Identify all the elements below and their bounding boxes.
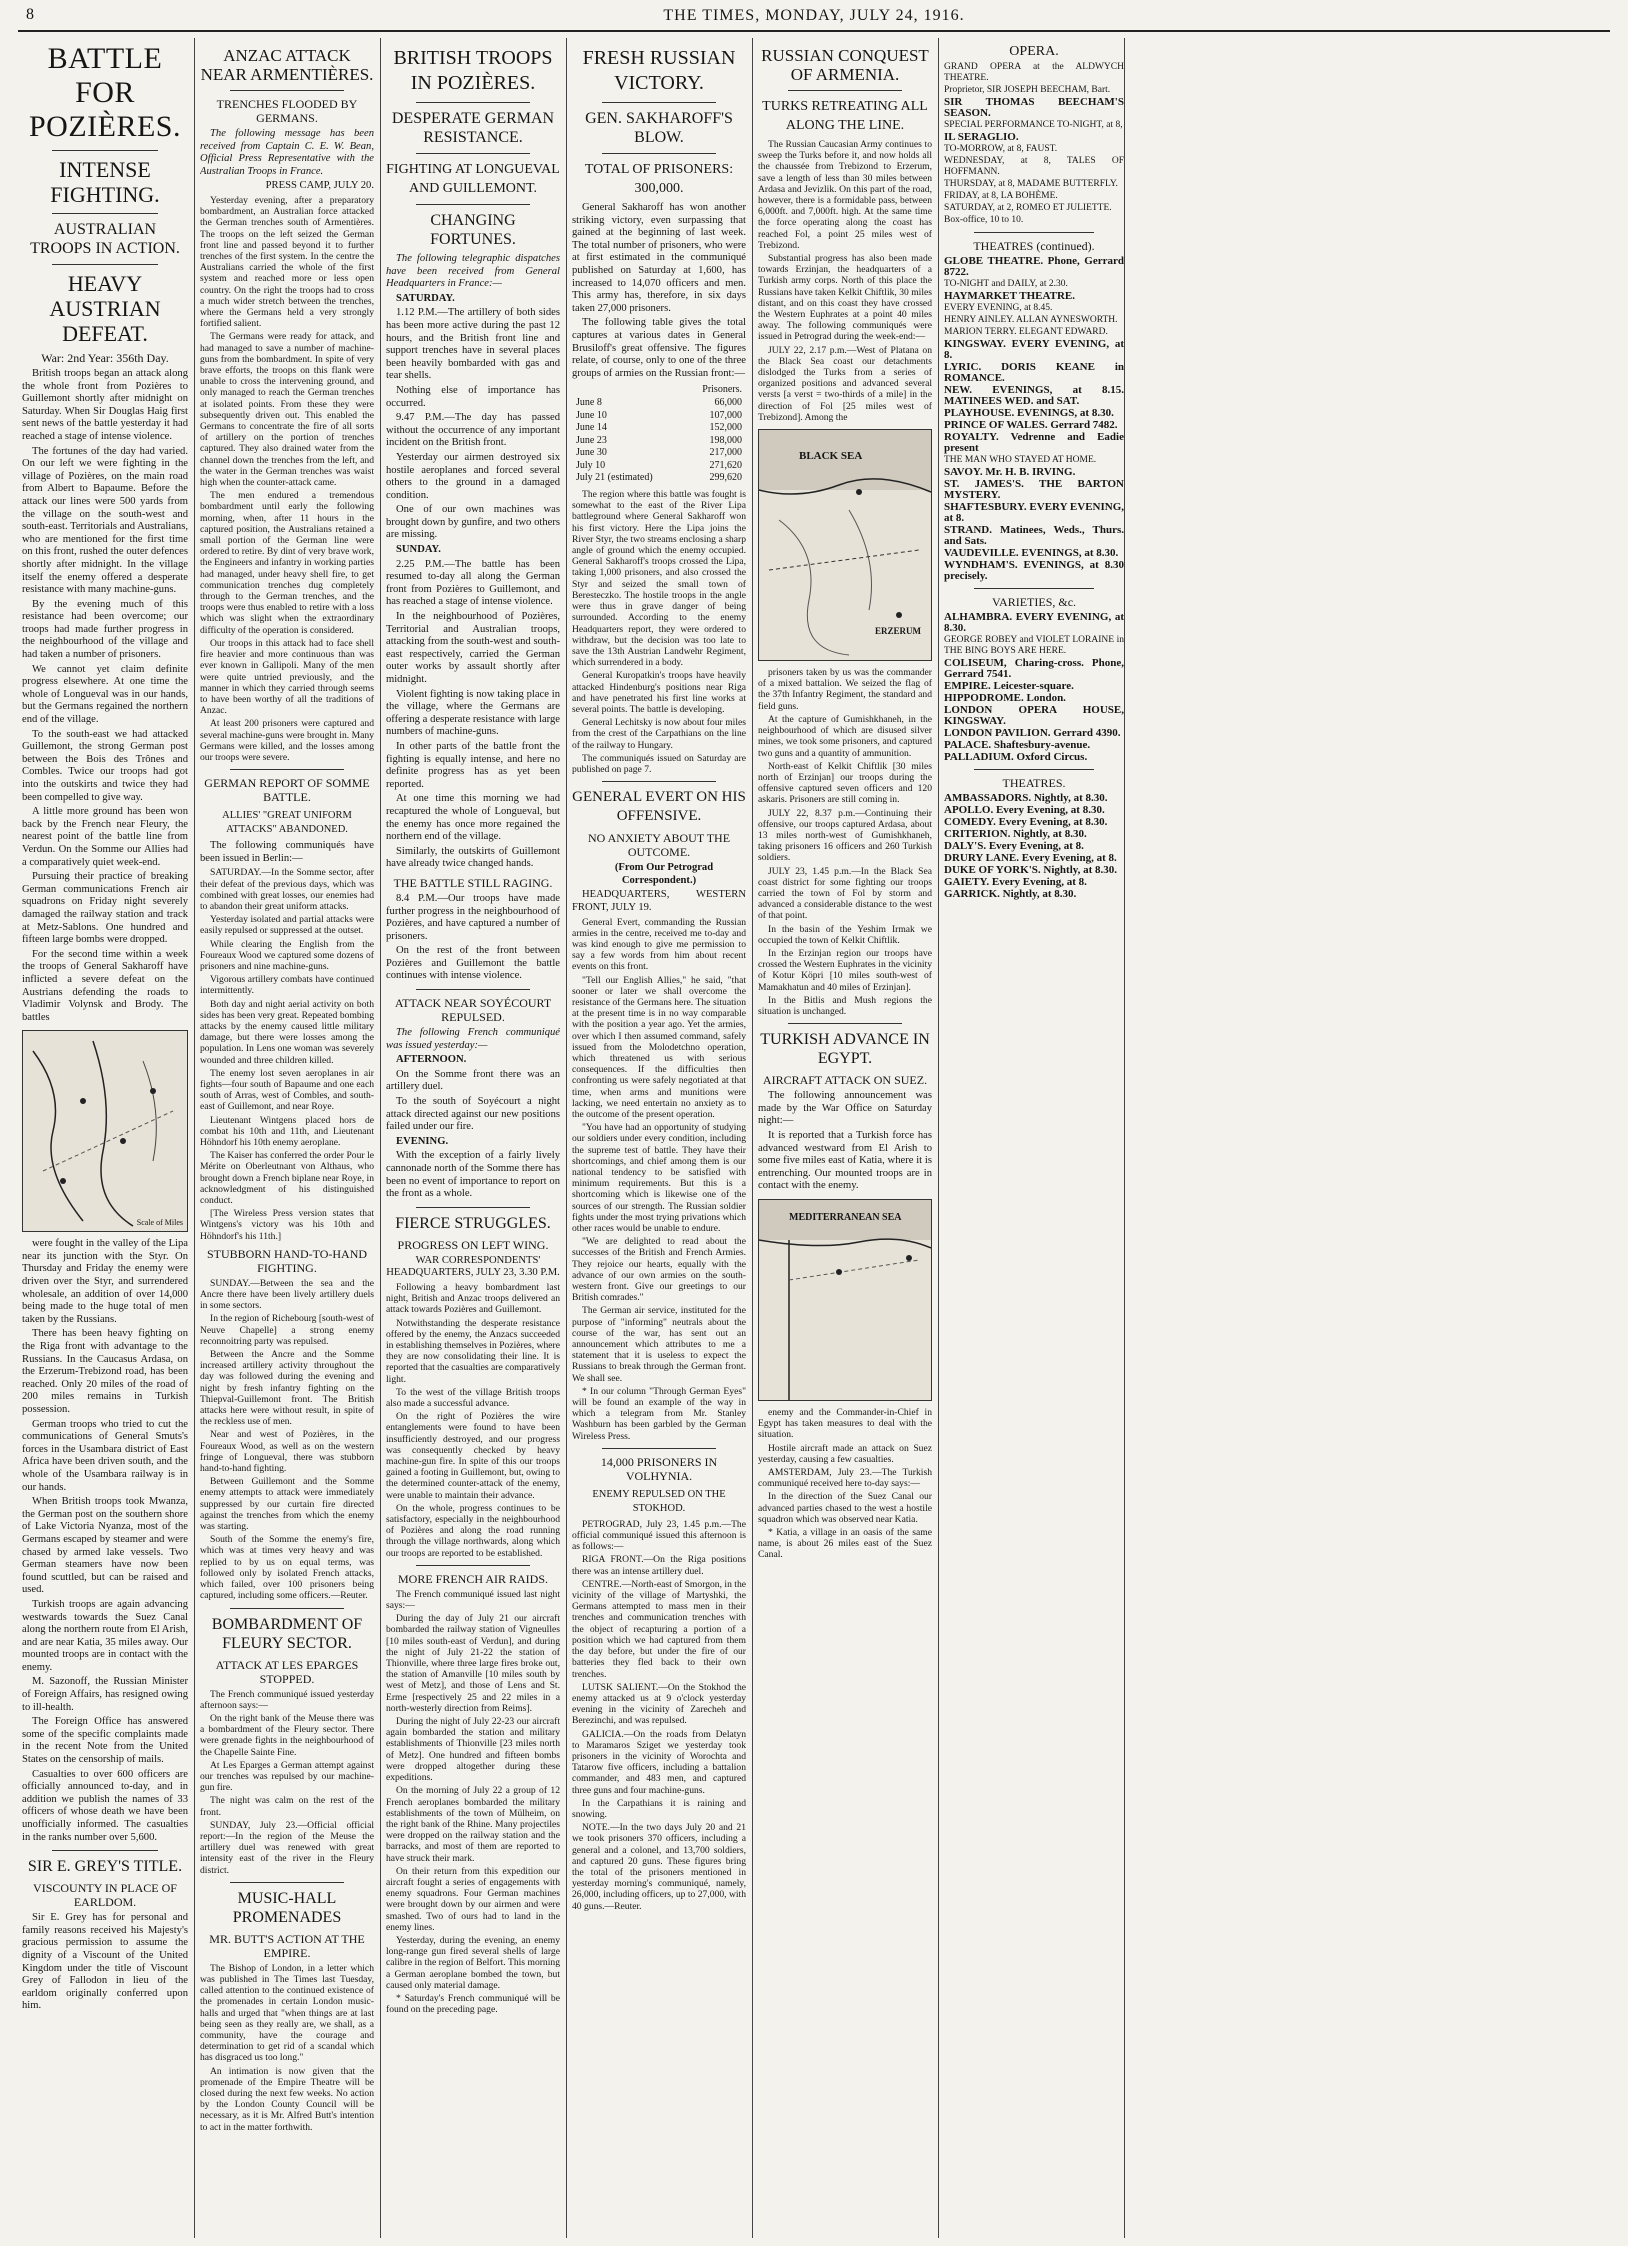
day-label: SATURDAY. bbox=[396, 292, 455, 304]
paragraph: PETROGRAD, July 23, 1.45 p.m.—The official communiqué issued this afternoon is as follows:— bbox=[572, 1518, 746, 1553]
table-row: June 30 217,000 bbox=[576, 447, 742, 459]
divider bbox=[602, 1448, 716, 1449]
paragraph: JULY 22, 2.17 p.m.—West of Platana on the Black Sea coast our detachments dislodged the Turks from a series of organized positions and advanced several versts [a verst = two-thirds of a mile] in the direction of Fol [25 miles west of Trebizond]. Among the bbox=[758, 344, 932, 423]
map-drawing bbox=[759, 1200, 931, 1400]
listing: CRITERION. Nightly, at 8.30. bbox=[944, 828, 1087, 840]
paragraph: Vigorous artillery combats have continued intermittently. bbox=[200, 974, 374, 997]
paragraph: General Kuropatkin's troops have heavily attacked Hindenburg's positions near Riga and have penetrated his first line works at several points. The battle is developing. bbox=[572, 670, 746, 715]
listing: GRAND OPERA at the ALDWYCH THEATRE. bbox=[944, 62, 1124, 83]
paragraph: By the evening much of this resistance had been overcome; our troops had made further progress in the neighbourhood of the village and had taken a number of prisoners. bbox=[22, 598, 188, 661]
paragraph: On the morning of July 22 a group of 12 French aeroplanes bombarded the military establishments of the town of Mülheim, on the right bank of the Rhine. Many projectiles were dropped on the railway station and the barracks, and most of them are reported to have struck their mark. bbox=[386, 1785, 560, 1864]
table-row: July 10 271,620 bbox=[576, 459, 742, 471]
paragraph: enemy and the Commander-in-Chief in Egypt has taken measures to deal with the situation. bbox=[758, 1406, 932, 1441]
divider bbox=[416, 153, 530, 154]
paragraph: The following French communiqué was issued yesterday:— bbox=[386, 1027, 560, 1051]
map-drawing bbox=[23, 1031, 187, 1231]
divider bbox=[416, 989, 530, 990]
listing: LONDON OPERA HOUSE, KINGSWAY. bbox=[944, 704, 1124, 727]
paragraph: On the Somme front there was an artillery duel. bbox=[386, 1068, 560, 1093]
paragraph: Substantial progress has also been made towards Erzinjan, the headquarters of a Turkish army corps. North of this place the Russians have taken Kelkit Chiftlik, 30 miles distant, and on this coast they have crossed the Western Euphrates at a point 40 miles away. The following communiqués were issued in Petrograd during the week-end:— bbox=[758, 253, 932, 343]
paragraph: The following table gives the total captures at various dates in General Brusiloff's great offensive. The figures relate, of course, only to one of the three groups of armies on the Russian front:— bbox=[572, 317, 746, 379]
subheadline: ENEMY REPULSED ON THE STOKHOD. bbox=[592, 1488, 726, 1514]
listing: HENRY AINLEY. ALLAN AYNESWORTH. bbox=[944, 315, 1118, 325]
paragraph: In the Bitlis and Mush regions the situation is unchanged. bbox=[758, 994, 932, 1017]
divider bbox=[230, 90, 344, 91]
divider bbox=[52, 213, 158, 214]
divider bbox=[974, 769, 1094, 770]
table-header: Prisoners. bbox=[702, 384, 742, 396]
paragraph: "Tell our English Allies," he said, "that sooner or later we shall overcome the resistance of the Germans here. The situation at the present time is in no way comparable with the position a year ago. Yet the armies, over which I then assumed command, safely issued from the Molodetchno operation, which threatened us with serious consequences. If the difficulties then confronting us were safely negotiated at that time, when arms and munitions were lacking, we need entertain no anxiety as to the outcome of the present operation. bbox=[572, 974, 746, 1120]
headline: TURKISH ADVANCE IN EGYPT. bbox=[760, 1031, 930, 1068]
paragraph: A little more ground has been won back by the French near Fleury, the nearest point of the battle line from Verdun. On the Somme our Allies had a comparatively quiet week-end. bbox=[22, 806, 188, 868]
paragraph: In the region of Richebourg [south-west of Neuve Chapelle] a strong enemy reconnoitring party was repulsed. bbox=[200, 1313, 374, 1347]
listing: LONDON PAVILION. Gerrard 4390. bbox=[944, 727, 1121, 739]
subheadline: ATTACK AT LES EPARGES STOPPED. bbox=[215, 1657, 359, 1686]
day-label: SUNDAY. bbox=[396, 544, 441, 556]
divider bbox=[230, 1608, 344, 1609]
paragraph: AMSTERDAM, July 23.—The Turkish communiqué received here to-day says:— bbox=[758, 1466, 932, 1490]
table-row: June 23 198,000 bbox=[576, 434, 742, 446]
paragraph: An intimation is now given that the promenade of the Empire Theatre will be closed during the next few weeks. No action by the London County Council will be necessary, as it is Mr. Alfred Butt's intention to act in the matter forthwith. bbox=[200, 2065, 374, 2133]
column-5 bbox=[758, 40, 932, 2240]
headline: MUSIC-HALL PROMENADES bbox=[232, 1889, 342, 1926]
divider bbox=[52, 150, 158, 151]
prisoners-table bbox=[572, 384, 746, 485]
paragraph: The French communiqué issued last night says:— bbox=[386, 1588, 560, 1612]
listing: APOLLO. Every Evening, at 8.30. bbox=[944, 804, 1105, 816]
paragraph: The communiqués issued on Saturday are published on page 7. bbox=[572, 752, 746, 775]
paragraph: We cannot yet claim definite progress elsewhere. At one time the whole of Longueval was in our hands, but the Germans regained the northern end of the village. bbox=[22, 663, 188, 726]
map-armenia bbox=[758, 429, 932, 661]
paragraph: RIGA FRONT.—On the Riga positions there was an intense artillery duel. bbox=[572, 1554, 746, 1577]
paragraph: Both day and night aerial activity on both sides has been very great. Repeated bombing attacks by the enemy caused little military damage, but there were losses among the population. In Lens one woman was severely wounded and three children killed. bbox=[200, 998, 374, 1066]
paragraph: For the second time within a week the troops of General Sakharoff have inflicted a severe defeat on the Austrians defending the roads to Vladimir Volynsk and Brody. The battles bbox=[22, 948, 188, 1023]
paragraph: Yesterday our airmen destroyed six hostile aeroplanes and forced several others to the ground in a damaged condition. bbox=[386, 451, 560, 501]
subheadline: VISCOUNTY IN PLACE OF EARLDOM. bbox=[33, 1881, 177, 1910]
paragraph: At the capture of Gumishkhaneh, in the neighbourhood of which are disused silver mines, we took some prisoners, and captured two guns and a quantity of ammunition. bbox=[758, 713, 932, 759]
paragraph: * Saturday's French communiqué will be found on the preceding page. bbox=[386, 1992, 560, 2016]
section-label: AFTERNOON. bbox=[396, 1054, 467, 1066]
paragraph: With the exception of a fairly lively cannonade north of the Somme there has been no event of importance to report on the front as a whole. bbox=[386, 1150, 560, 1200]
paragraph: Nothing else of importance has occurred. bbox=[386, 384, 560, 409]
paragraph: 9.47 P.M.—The day has passed without the occurrence of any important incident on the British front. bbox=[386, 412, 560, 449]
divider bbox=[230, 1882, 344, 1883]
dateline: PRESS CAMP, JULY 20. bbox=[265, 180, 374, 192]
listing: TO-NIGHT and DAILY, at 2.30. bbox=[944, 279, 1068, 289]
listing: IL SERAGLIO. bbox=[944, 131, 1019, 143]
paragraph: At Les Eparges a German attempt against our trenches was repulsed by our machine-gun fire. bbox=[200, 1759, 374, 1794]
paragraph: In the direction of the Suez Canal our advanced parties chased to the west a hostile squadron which was observed near Katia. bbox=[758, 1491, 932, 1525]
paragraph: "You have had an opportunity of studying our soldiers under every condition, including the supreme test of battle. They have their shortcomings, and chief among them is our national tendency to be satisfied with minimum requirements. But this is a shortcoming which is likewise one of the sources of our strength. The Russian soldier fights under the most trying privations which other races would be unable to endure. bbox=[572, 1122, 746, 1234]
divider bbox=[974, 232, 1094, 233]
paragraph: SUNDAY.—Between the sea and the Ancre there have been lively artillery duels in some sectors. bbox=[200, 1277, 374, 1312]
listing: COLISEUM, Charing-cross. Phone, Gerrard 7541. bbox=[944, 657, 1124, 680]
headline: GERMAN REPORT OF SOMME BATTLE. bbox=[204, 776, 370, 805]
paragraph: The Bishop of London, in a letter which was published in The Times last Tuesday, called attention to the continued existence of the promenades in certain London music-halls and urged that "when things are at last being seen as they really are, we shall, as a community, have the courage and determination to get rid of a scandal which has disgraced us too long." bbox=[200, 1962, 374, 2064]
paragraph: German troops who tried to cut the communications of General Smuts's forces in the Usambara district of East Africa have been driven south, and the whole of the Usambara railway is in our hands. bbox=[22, 1418, 188, 1493]
listing: NEW. EVENINGS, at 8.15. MATINEES WED. and SAT. bbox=[944, 384, 1124, 407]
listing: DRURY LANE. Every Evening, at 8. bbox=[944, 852, 1117, 864]
paragraph: The French communiqué issued yesterday afternoon says:— bbox=[200, 1688, 374, 1711]
paragraph: British troops began an attack along the whole front from Pozières to Guillemont shortly after midnight on Saturday. When Sir Douglas Haig first sent news of the battle yesterday it had reached a stage of intense violence. bbox=[22, 368, 188, 442]
paragraph: In the Erzinjan region our troops have crossed the Western Euphrates in the vicinity of Kotur Köpri [10 miles south-west of Mamakhatun and 40 miles of Erzinjan]. bbox=[758, 947, 932, 993]
divider bbox=[602, 102, 716, 103]
listing: PRINCE OF WALES. Gerrard 7482. bbox=[944, 419, 1118, 431]
map-caption: Scale of Miles bbox=[136, 1217, 183, 1227]
listing: PALACE. Shaftesbury-avenue. bbox=[944, 739, 1091, 751]
paragraph: To the south of Soyécourt a night attack directed against our new positions failed under our fire. bbox=[386, 1096, 560, 1133]
intro: The following message has been received from Captain C. E. W. Bean, Official Press Representative with the Australian Troops in France. bbox=[200, 128, 374, 177]
paragraph: The following announcement was made by the War Office on Saturday night:— bbox=[758, 1090, 932, 1127]
headline: ANZAC ATTACK NEAR ARMENTIÈRES. bbox=[200, 46, 374, 84]
paragraph: LUTSK SALIENT.—On the Stokhod the enemy attacked us at 9 o'clock yesterday evening in the vicinity of Zarecheh and Berezinchi, and was repulsed. bbox=[572, 1681, 746, 1727]
headline: TURKS RETREATING ALL ALONG THE LINE. bbox=[762, 99, 928, 133]
subheadline: TRENCHES FLOODED BY GERMANS. bbox=[216, 97, 358, 125]
table-row: July 21 (estimated) 299,620 bbox=[576, 472, 742, 484]
column-6-entertainments bbox=[944, 40, 1124, 2240]
listing: Box-office, 10 to 10. bbox=[944, 215, 1024, 225]
dateline: WAR CORRESPONDENTS' HEADQUARTERS, JULY 23, 3.30 P.M. bbox=[386, 1254, 560, 1279]
paragraph: The Russian Caucasian Army continues to sweep the Turks before it, and now holds all the chaussée from Trebizond to Erzerum, save a length of less than 30 miles between Ardasa and Jevizlik. On this part of the road, however, there is a formidable pass, between 6,000ft. and 7,000ft. high. At the same time the force operating along the coast has reached Fol, a point 25 miles west of Trebizond. bbox=[758, 139, 932, 251]
headline: SIR E. GREY'S TITLE. bbox=[27, 1858, 183, 1876]
paragraph: The fortunes of the day had varied. On our left we were fighting in the village of Pozières, on the main road from Albert to Bapaume. Before the attack our lines were 500 yards from the village on the south-west and south-east. Territorials and Australians, who are mentioned for the first time on this front, rushed the outer defences shortly after midnight. In the village itself the enemy offered a desperate resistance with many machine-guns. bbox=[22, 445, 188, 596]
paragraph: Sir E. Grey has for personal and family reasons received his Majesty's gracious permission to assume the dignity of a Viscount of the United Kingdom under the title of Viscount Grey of Fallodon in lieu of the earldom originally conferred upon him. bbox=[22, 1912, 188, 2012]
headline: 14,000 PRISONERS IN VOLHYNIA. bbox=[600, 1454, 718, 1483]
listing: EMPIRE. Leicester-square. bbox=[944, 680, 1074, 692]
map-label: MEDITERRANEAN SEA bbox=[789, 1211, 902, 1223]
paragraph: prisoners taken by us was the commander of a mixed battalion. We seized the flag of the 37th Infantry Regiment, the standard and field guns. bbox=[758, 667, 932, 712]
paragraph: While clearing the English from the Foureaux Wood we captured some dozens of prisoners and nine machine-guns. bbox=[200, 938, 374, 972]
paragraph: In the neighbourhood of Pozières, Territorial and Australian troops, attacking from the south-west and south-east respectively, carried the German outer works by assault shortly after midnight. bbox=[386, 611, 560, 685]
paragraph: The men endured a tremendous bombardment until early the following morning, when, after 11 hours in the captured position, the Australians retained a small portion of the German line were ordered to retire. By dint of very brave work, the Engineers and infantry in working parties had managed, under heavy shell fire, to get communication trenches dug completely through to the German trenches, and the troops were thus enabled to retire with a loss which was slight when the extraordinary difficulty of the operation is considered. bbox=[200, 490, 374, 636]
intro: The following telegraphic dispatches have been received from General Headquarters in France:— bbox=[386, 253, 560, 290]
listing: MARION TERRY. ELEGANT EDWARD. bbox=[944, 327, 1108, 337]
column-rule bbox=[194, 38, 195, 2238]
paragraph: Violent fighting is now taking place in the village, where the Germans are offering a desperate resistance with large numbers of machine-guns. bbox=[386, 688, 560, 738]
subheadline: MR. BUTT'S ACTION AT THE EMPIRE. bbox=[209, 1931, 365, 1960]
column-rule bbox=[938, 38, 939, 2238]
section-label: EVENING. bbox=[396, 1135, 449, 1147]
listing: PLAYHOUSE. EVENINGS, at 8.30. bbox=[944, 407, 1114, 419]
divider bbox=[602, 781, 716, 782]
paragraph: SUNDAY, July 23.—Official official report:—In the region of the Meuse the artillery duel was renewed with great intensity east of the river in the Fleury district. bbox=[200, 1819, 374, 1876]
listing: ST. JAMES'S. THE BARTON MYSTERY. bbox=[944, 478, 1124, 501]
listing: GAIETY. Every Evening, at 8. bbox=[944, 876, 1087, 888]
section-heading: VARIETIES, &c. bbox=[991, 595, 1077, 609]
divider bbox=[416, 204, 530, 205]
listing: SHAFTESBURY. EVERY EVENING, at 8. bbox=[944, 501, 1124, 524]
paragraph: The enemy lost seven aeroplanes in air fights—four south of Bapaume and one each south of Arras, west of Combles, and south-east of Guillemont, and near Roye. bbox=[200, 1067, 374, 1113]
listing: DUKE OF YORK'S. Nightly, at 8.30. bbox=[944, 864, 1118, 876]
paragraph: Lieutenant Wintgens placed hors de combat his 10th and 11th, and Lieutenant Höhndorf his 10th enemy aeroplane. bbox=[200, 1114, 374, 1148]
paragraph: Notwithstanding the desperate resistance offered by the enemy, the Anzacs succeeded in establishing themselves in Pozières, where they are now consolidating their line. It is reported that the casualties are comparatively light. bbox=[386, 1317, 560, 1385]
column-1 bbox=[22, 40, 188, 2240]
column-rule bbox=[1124, 38, 1125, 2238]
column-3 bbox=[386, 40, 560, 2240]
paragraph: At one time this morning we had recaptured the whole of Longueval, but the enemy has once more regained the northern end of the village. bbox=[386, 793, 560, 843]
paragraph: Similarly, the outskirts of Guillemont have already twice changed hands. bbox=[386, 845, 560, 870]
listing: EVERY EVENING, at 8.45. bbox=[944, 303, 1053, 313]
headline: TOTAL OF PRISONERS: 300,000. bbox=[584, 162, 734, 196]
dateline: HEADQUARTERS, WESTERN FRONT, JULY 19. bbox=[572, 889, 746, 913]
paragraph: Yesterday, during the evening, an enemy long-range gun fired several shells of large calibre in the region of Belfort. This morning a German aeroplane bombed the town, but caused only material damage. bbox=[386, 1934, 560, 1991]
masthead bbox=[18, 4, 1610, 32]
headline: FIERCE STRUGGLES. bbox=[395, 1214, 551, 1232]
paragraph: On the whole, progress continues to be satisfactory, especially in the neighbourhood of Pozières and along the road running through the village northwards, along which our troops are reported to be established. bbox=[386, 1502, 560, 1559]
paragraph: Following a heavy bombardment last night, British and Anzac troops delivered an attack towards Pozières and Guillemont. bbox=[386, 1281, 560, 1316]
paragraph: 2.25 P.M.—The battle has been resumed to-day all along the German front from Pozières to Guillemont, and has reached a stage of intense violence. bbox=[386, 558, 560, 608]
column-rule bbox=[566, 38, 567, 2238]
paragraph: M. Sazonoff, the Russian Minister of Foreign Affairs, has resigned owing to ill-health. bbox=[22, 1676, 188, 1713]
listing: DALY'S. Every Evening, at 8. bbox=[944, 840, 1084, 852]
paragraph: Our troops in this attack had to face shell fire heavier and more continuous than was ever known in Gallipoli. Many of the men were quite untried previously, and the manner in which they carried through seems to have been worthy of all the traditions of Anzac. bbox=[200, 637, 374, 717]
listing: KINGSWAY. EVERY EVENING, at 8. bbox=[944, 338, 1124, 361]
paragraph: SATURDAY.—In the Somme sector, after their defeat of the previous days, which was combined with great losses, our enemies had to abandon their great uniform attacks. bbox=[200, 867, 374, 912]
listing: WEDNESDAY, at 8, TALES OF HOFFMANN. bbox=[944, 156, 1124, 177]
listing: ALHAMBRA. EVERY EVENING, at 8.30. bbox=[944, 611, 1124, 634]
paragraph: CENTRE.—North-east of Smorgon, in the vicinity of the village of Martyshki, the Germans attempted to mass men in their trenches and communication trenches with the object of recapturing a portion of a position which we had captured from them the day before, but under the fire of our batteries they fled back to their own trenches. bbox=[572, 1578, 746, 1680]
paragraph: The German air service, instituted for the purpose of "informing" neutrals about the course of the war, has sent out an announcement which attributes to me a statement that it is useless to expect the Russians to break through the German front. We shall see. bbox=[572, 1305, 746, 1384]
map-sinai bbox=[758, 1199, 932, 1401]
paragraph: Between Guillemont and the Somme enemy attempts to attack were immediately suppressed by our curtain fire directed against the trenches from which the enemy was starting. bbox=[200, 1476, 374, 1533]
listing: THE MAN WHO STAYED AT HOME. bbox=[944, 455, 1097, 465]
paragraph: JULY 22, 8.37 p.m.—Continuing their offensive, our troops captured Ardasa, about 13 miles north-west of Gumishkhaneh, taking prisoners 16 officers and 260 Turkish soldiers. bbox=[758, 807, 932, 864]
paragraph: The following communiqués have been issued in Berlin:— bbox=[200, 840, 374, 864]
paragraph: Between the Ancre and the Somme increased artillery activity throughout the day was followed during the evening and night by fresh infantry fighting on the Thiepval-Guillemont front. The British attacks here were without result, in spite of the reckless use of men. bbox=[200, 1349, 374, 1428]
column-4 bbox=[572, 40, 746, 2240]
divider bbox=[416, 1207, 530, 1208]
subheadline: AIRCRAFT ATTACK ON SUEZ. bbox=[762, 1073, 928, 1088]
paragraph: Hostile aircraft made an attack on Suez yesterday, causing a few casualties. bbox=[758, 1442, 932, 1465]
headline: GEN. SAKHAROFF'S BLOW. bbox=[585, 110, 733, 146]
headline: RUSSIAN CONQUEST OF ARMENIA. bbox=[761, 46, 929, 84]
paragraph: The Kaiser has conferred the order Pour le Mérite on Oberleutnant von Althaus, who brought down a French biplane near Roye, in acknowledgment of his distinguished conduct. bbox=[200, 1150, 374, 1206]
listing: WYNDHAM'S. EVENINGS, at 8.30 precisely. bbox=[944, 559, 1124, 582]
paragraph: Casualties to over 600 officers are officially announced to-day, and in addition we publish the names of 33 officers of whose death we have been unofficially informed. The casualties in the ranks number over 5,600. bbox=[22, 1768, 188, 1843]
listing: SATURDAY, at 2, ROMEO ET JULIETTE. bbox=[944, 203, 1112, 213]
headline: BATTLE FOR POZIÈRES. bbox=[28, 42, 181, 143]
paragraph: One of our own machines was brought down by gunfire, and two others are missing. bbox=[386, 504, 560, 541]
divider bbox=[52, 1850, 158, 1851]
paragraph: 8.4 P.M.—Our troops have made further progress in the neighbourhood of Pozières, and have captured a number of prisoners. bbox=[386, 892, 560, 942]
listing: GEORGE ROBEY and VIOLET LORAINE in THE BING BOYS ARE HERE. bbox=[944, 635, 1124, 656]
divider bbox=[788, 1023, 902, 1024]
paragraph: During the day of July 21 our aircraft bombarded the railway station of Vigneulles [10 miles south-east of Verdun], and during the night of July 21-22 the station of Thionville, where three large fires broke out, the station of Amanville [10 miles south by west of Metz], and those of Lens and St. Erme [respectively 25 and 22 miles in a north-westerly direction from Reims]. bbox=[386, 1613, 560, 1714]
listing: PALLADIUM. Oxford Circus. bbox=[944, 751, 1088, 763]
headline: FIGHTING AT LONGUEVAL AND GUILLEMONT. bbox=[386, 162, 560, 196]
paragraph: South of the Somme the enemy's fire, which was at times very heavy and was replied to by us on equal terms, was followed only by isolated French attacks, which failed, over 100 prisoners being captured, including some officers.—Reuter. bbox=[200, 1534, 374, 1602]
paragraph: It is reported that a Turkish force has advanced westward from El Arish to some five miles east of Katia, where it is entrenching. Our mounted troops are in contact with the enemy. bbox=[758, 1129, 932, 1192]
subheadline: MORE FRENCH AIR RAIDS. bbox=[397, 1571, 549, 1586]
listing: Proprietor, SIR JOSEPH BEECHAM, Bart. bbox=[944, 85, 1111, 95]
listing: HIPPODROME. London. bbox=[944, 692, 1066, 704]
paragraph: [The Wireless Press version states that Wintgens's victory was his 10th and Höhndorf's his 11th.] bbox=[200, 1208, 374, 1242]
paragraph: On the right of Pozières the wire entanglements were found to have been insufficiently destroyed, and our progress was consequently checked by heavy machine-gun fire. In spite of this our troops gained a footing in Guillemont, but, owing to the determined counter-attack of the enemy, were unable to maintain their advance. bbox=[386, 1411, 560, 1501]
byline: (From Our Petrograd Correspondent.) bbox=[614, 862, 714, 886]
map-label: ERZERUM bbox=[874, 626, 921, 637]
subheadline: THE BATTLE STILL RAGING. bbox=[393, 875, 553, 890]
headline: INTENSE FIGHTING. bbox=[50, 157, 160, 207]
section-heading: OPERA. bbox=[1009, 44, 1059, 59]
listing: COMEDY. Every Evening, at 8.30. bbox=[944, 816, 1108, 828]
paragraph: Yesterday isolated and partial attacks were easily repulsed or suppressed at the outset. bbox=[200, 914, 374, 937]
paragraph: General Lechitsky is now about four miles from the crest of the Carpathians on the line of the railway to Hungary. bbox=[572, 717, 746, 751]
column-rule bbox=[752, 38, 753, 2238]
listing: GLOBE THEATRE. Phone, Gerrard 8722. bbox=[944, 255, 1124, 278]
listing: SAVOY. Mr. H. B. IRVING. bbox=[944, 466, 1076, 478]
subheadline: PROGRESS ON LEFT WING. bbox=[397, 1237, 549, 1252]
paragraph: In the Carpathians it is raining and snowing. bbox=[572, 1797, 746, 1820]
listing: ROYALTY. Vedrenne and Eadie present bbox=[944, 431, 1124, 454]
listing: GARRICK. Nightly, at 8.30. bbox=[944, 888, 1077, 900]
paragraph: On the right bank of the Meuse there was a bombardment of the Fleury sector. There were grenade fights in the neighbourhood of the Chapelle Sainte Fine. bbox=[200, 1712, 374, 1758]
paragraph: Turkish troops are again advancing westwards towards the Suez Canal along the northern route from El Arish, and are near Katia, 35 miles away. Our mounted troops are in contact with the enemy. bbox=[22, 1598, 188, 1673]
listing: VAUDEVILLE. EVENINGS, at 8.30. bbox=[944, 547, 1119, 559]
divider bbox=[416, 1565, 530, 1566]
headline: HEAVY AUSTRIAN DEFEAT. bbox=[49, 271, 161, 346]
headline: GENERAL EVERT ON HIS OFFENSIVE. bbox=[572, 789, 746, 825]
paragraph: NOTE.—In the two days July 20 and 21 we took prisoners 370 officers, including a general and a colonel, and 13,700 soldiers, and captured 20 guns. These figures bring the total of the prisoners mentioned in yesterday morning's communiqué, namely, 26,000, including officers, up to 27,000, with 40 guns.—Reuter. bbox=[572, 1822, 746, 1912]
section-heading: THEATRES. bbox=[1002, 776, 1066, 790]
paragraph: "We are delighted to read about the successes of the British and French Armies. They rejoice our hearts, equally with the advance of our own armies on the south-western front. Give our greetings to our British comrades." bbox=[572, 1236, 746, 1304]
paragraph: North-east of Kelkit Chiftlik [30 miles north of Erzinjan] our troops during the offensive captured seven officers and 120 askaris. Prisoners are still coming in. bbox=[758, 760, 932, 806]
headline: CHANGING FORTUNES. bbox=[430, 212, 516, 248]
subheadline: STUBBORN HAND-TO-HAND FIGHTING. bbox=[206, 1246, 368, 1275]
listing: AMBASSADORS. Nightly, at 8.30. bbox=[944, 792, 1108, 804]
listing: FRIDAY, at 8, LA BOHÈME. bbox=[944, 191, 1058, 201]
paragraph: During the night of July 22-23 our aircraft again bombarded the station and military establishments of Thionville [23 miles north of Metz]. One hundred and fifteen bombs were dropped altogether during these expeditions. bbox=[386, 1716, 560, 1784]
paragraph: In other parts of the battle front the fighting is equally intense, and here no definite progress has as yet been reported. bbox=[386, 740, 560, 790]
listing: STRAND. Matinees, Weds., Thurs. and Sats. bbox=[944, 524, 1124, 547]
divider bbox=[974, 588, 1094, 589]
paragraph: When British troops took Mwanza, the German post on the southern shore of Lake Victoria Nyanza, most of the Germans escaped by steamer and were chased by armed lake vessels. Two German steamers have now been found scuttled, but can be raised and used. bbox=[22, 1496, 188, 1596]
column-2 bbox=[200, 40, 374, 2240]
paragraph: The night was calm on the rest of the front. bbox=[200, 1795, 374, 1818]
divider bbox=[788, 90, 902, 91]
paragraph: GALICIA.—On the roads from Delatyn to Maramaros Sziget we yesterday took prisoners in the vicinity of Worochta and Tatarow five officers, including a battalion commander, and 483 men, and captured three guns and four machine-guns. bbox=[572, 1728, 746, 1796]
map-volhynia bbox=[22, 1030, 188, 1232]
newspaper-title: THE TIMES, MONDAY, JULY 24, 1916. bbox=[663, 7, 965, 24]
paragraph: On their return from this expedition our aircraft fought a series of engagements with enemy squadrons. Four German machines were brought down by our airmen and were smashed. Two of ours had to land in the enemy lines. bbox=[386, 1865, 560, 1933]
listing: LYRIC. DORIS KEANE in ROMANCE. bbox=[944, 361, 1124, 384]
divider bbox=[52, 264, 158, 265]
paragraph: To the west of the village British troops also made a successful advance. bbox=[386, 1386, 560, 1409]
paragraph: There has been heavy fighting on the Riga front with advantage to the Russians. In the Caucasus Ardasa, on the Erzerum-Trebizond road, has been reached. Only 20 miles of the road of 200 miles remains in Turkish possession. bbox=[22, 1328, 188, 1415]
paragraph: 1.12 P.M.—The artillery of both sides has been more active during the past 12 hours, and the British front line and support trenches have in several places been heavily bombarded with gas and tear shells. bbox=[386, 307, 560, 382]
paragraph: At least 200 prisoners were captured and several machine-guns were brought in. Many Germans were killed, and the losses among our troops were severe. bbox=[200, 718, 374, 763]
paragraph: Near and west of Pozières, in the Foureaux Wood, as well as on the western fringe of Longueval, there was stubborn hand-to-hand fighting. bbox=[200, 1429, 374, 1475]
paragraph: * Katia, a village in an oasis of the same name, is about 26 miles east of the Suez Canal. bbox=[758, 1526, 932, 1561]
headline: FRESH RUSSIAN VICTORY. bbox=[582, 47, 736, 94]
page-number: 8 bbox=[26, 6, 34, 23]
headline: AUSTRALIAN TROOPS IN ACTION. bbox=[30, 221, 180, 257]
divider bbox=[602, 153, 716, 154]
divider bbox=[416, 102, 530, 103]
paragraph: On the rest of the front between Pozières and Guillemont the battle continues with intense violence. bbox=[386, 945, 560, 982]
listing: SIR THOMAS BEECHAM'S SEASON. bbox=[944, 96, 1124, 119]
paragraph: To the south-east we had attacked Guillemont, the strong German post between the Bois des Trônes and Combles. Twice our troops had got into the outskirts and twice they had been compelled to give way. bbox=[22, 728, 188, 803]
listing: SPECIAL PERFORMANCE TO-NIGHT, at 8, bbox=[944, 120, 1123, 130]
headline: DESPERATE GERMAN RESISTANCE. bbox=[391, 110, 555, 146]
paragraph: Yesterday evening, after a preparatory bombardment, an Australian force attacked the German trenches south of Armentières. The troops on the left seized the German front line and passed beyond it to further trenches of the first system. In the centre the Australians carried the whole of the first system and reached more or less open country. On the right the troops had to cross a much wider stretch between the trenches, where the Germans held a very strongly fortified salient. bbox=[200, 194, 374, 330]
paragraph: Pursuing their practice of breaking German communications French air squadrons on Friday night severely damaged the railway station and track at Metz-Sablons. One hundred and fifteen large bombs were dropped. bbox=[22, 871, 188, 946]
section-heading: THEATRES (continued). bbox=[973, 239, 1095, 253]
subheadline: NO ANXIETY ABOUT THE OUTCOME. bbox=[587, 831, 731, 860]
paragraph: General Sakharoff has won another striking victory, even surpassing that gained at the beginning of last week. The total number of prisoners, who were at first estimated in the communiqué published on Saturday at 1,600, has increased to 14,070 officers and men. This army has, therefore, in six days taken 27,000 prisoners. bbox=[572, 202, 746, 314]
subheadline: ALLIES' "GREAT UNIFORM ATTACKS" ABANDONED. bbox=[222, 810, 352, 836]
listing: HAYMARKET THEATRE. bbox=[944, 290, 1076, 302]
subheadline: ATTACK NEAR SOYÉCOURT REPULSED. bbox=[394, 996, 552, 1025]
paragraph: The Foreign Office has answered some of the specific complaints made in the recent Note from the United States on the censorship of mails. bbox=[22, 1716, 188, 1766]
paragraph: General Evert, commanding the Russian armies in the centre, received me to-day and was kind enough to give me permission to say a few words from him about recent events on this front. bbox=[572, 916, 746, 973]
headline: BRITISH TROOPS IN POZIÈRES. bbox=[393, 47, 553, 94]
paragraph: The Germans were ready for attack, and had managed to save a number of machine-guns from the bombardment. In spite of very brave efforts, the troops on this flank were unable to cross the intervening ground, and only managed to reach the German trenches at isolated points. From these they were subsequently driven out. This enabled the Germans to concentrate the fire of all sorts of artillery on the portion of trenches captured. They also drained water from the channel down the trenches from the left, and the water in the German trenches was waist high when the counter-attack came. bbox=[200, 331, 374, 489]
table-row: June 14 152,000 bbox=[576, 422, 742, 434]
listing: TO-MORROW, at 8, FAUST. bbox=[944, 144, 1058, 154]
map-label: BLACK SEA bbox=[799, 450, 863, 463]
paragraph: The region where this battle was fought is somewhat to the east of the River Lipa battleground where General Sakharoff won his first victory. Here the Lipa joins the River Styr, the two streams enclosing a sharp angle of ground which the enemy occupied. General Sakharoff's troops crossed the Lipa, taking 1,000 prisoners, and also crossed the Styr and seized the small town of Beresteczko. The hostile troops in the angle were thus in grave danger of being surrounded. According to the enemy Headquarters report, they were ordered to withdraw, but the decision was too late to save the 13th Austrian Landwehr Regiment, which surrendered in a body. bbox=[572, 489, 746, 669]
column-rule bbox=[380, 38, 381, 2238]
table-row: June 10 107,000 bbox=[576, 409, 742, 421]
headline: BOMBARDMENT OF FLEURY SECTOR. bbox=[211, 1615, 363, 1652]
listing: THURSDAY, at 8, MADAME BUTTERFLY. bbox=[944, 179, 1118, 189]
paragraph: were fought in the valley of the Lipa near its junction with the Styr. On Thursday and Friday the enemy were driven over the Styr, and surrendered wholesale, an addition of over 14,000 being made to the huge total of men taken by the Russians. bbox=[22, 1238, 188, 1325]
paragraph: JULY 23, 1.45 p.m.—In the Black Sea coast district for some fighting our troops carried the town of Fol by storm and advanced a considerable distance to the west of that point. bbox=[758, 865, 932, 922]
war-day-line: War: 2nd Year: 356th Day. bbox=[41, 351, 169, 365]
paragraph: * In our column "Through German Eyes" will be found an example of the way in which a telegram from Mr. Stanley Washburn has been garbled by the German Wireless Press. bbox=[572, 1385, 746, 1442]
divider bbox=[230, 769, 344, 770]
paragraph: In the basin of the Yeshim Irmak we occupied the town of Kelkit Chiftlik. bbox=[758, 923, 932, 946]
table-row: June 8 66,000 bbox=[576, 396, 742, 408]
